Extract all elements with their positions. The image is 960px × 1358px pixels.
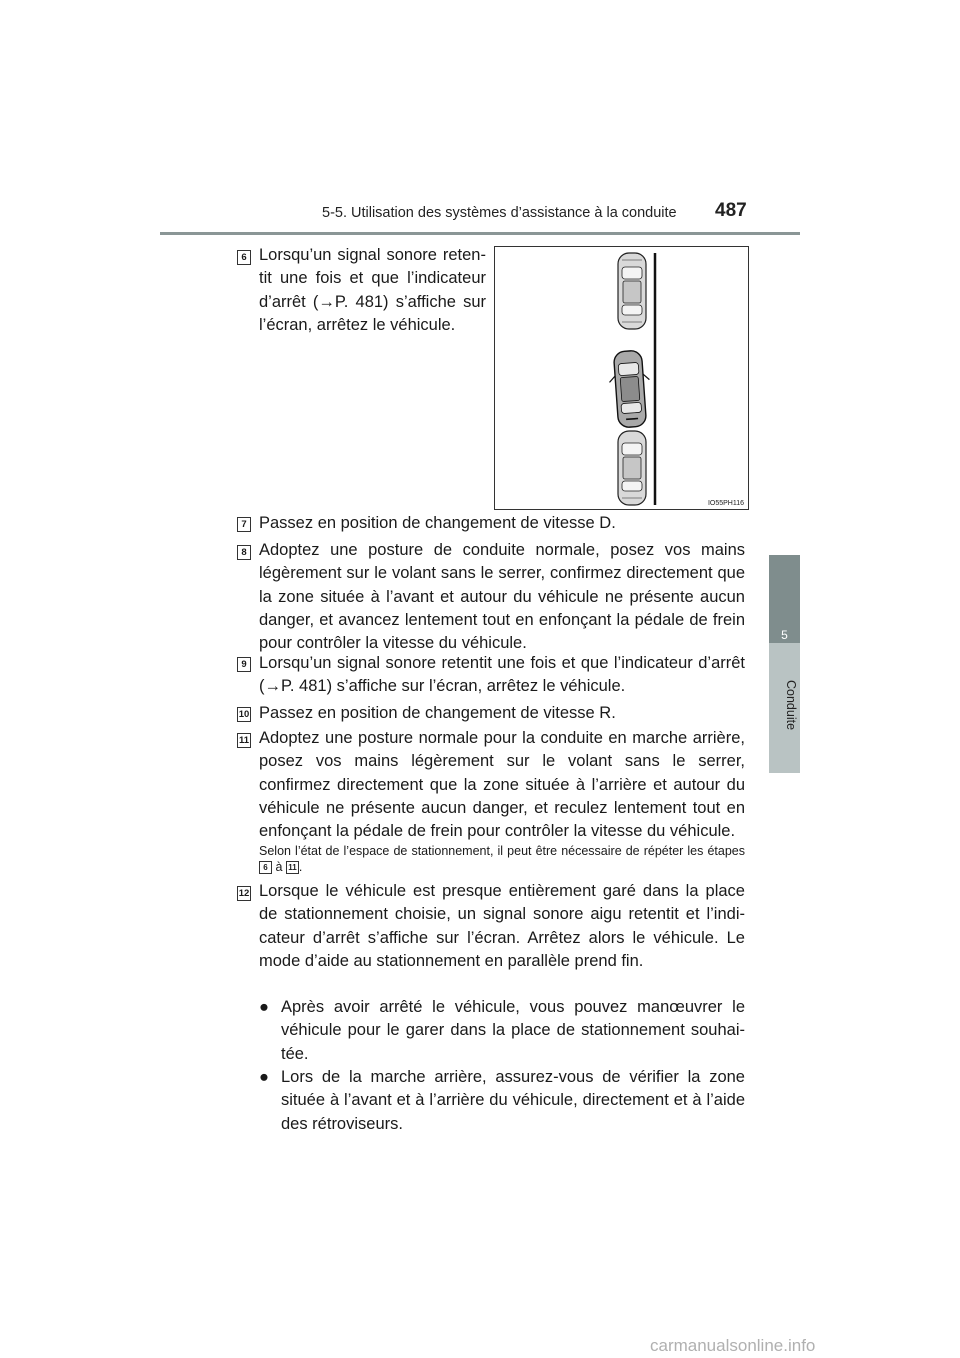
- step-text-10: Passez en position de changement de vitesse R.: [259, 704, 616, 722]
- parking-illustration: [494, 246, 749, 510]
- step-text-11: Adoptez une posture normale pour la conduite en marche arrière, posez vos mains légèrement sur le volant sans le serrer, confirmez directement que la zone située à l’arrière et autour du véhicule ne présente aucun danger, et reculez lentement tout en enfonçant la pédale de frein pour contrôler la vitesse du véhicule.: [259, 729, 745, 841]
- image-code: IO55PH116: [707, 500, 744, 507]
- parking-diagram: [495, 247, 748, 509]
- step-badge-12: 12: [238, 888, 250, 899]
- step-text-12: Lorsque le véhicule est presque entièrement garé dans la place de stationnement choisie, un signal sonore aigu retentit et l’indicateur d’arrêt s’affiche sur l’écran. Arrêtez alors le véhicule. Le mode d’aide au stationnement en parallèle prend fin.: [259, 882, 745, 970]
- step-badge-8: 8: [237, 545, 251, 560]
- own-car: [607, 350, 652, 429]
- section-title: 5-5. Utilisation des systèmes d’assistance à la conduite: [322, 205, 677, 221]
- parked-car-rear: [618, 431, 646, 505]
- page-number: 487: [715, 200, 747, 221]
- bullet-icon: ●: [259, 998, 269, 1016]
- note-text-end: .: [298, 860, 303, 874]
- bullet-icon: ●: [259, 1068, 269, 1086]
- step-text-9: Lorsqu’un signal sonore retentit une fois et que l’indicateur d’arrêt (→P. 481) s’affiche sur l’écran, arrêtez le véhicule.: [259, 654, 745, 696]
- note-text-middle: à: [275, 860, 283, 874]
- step-text-6: Lorsqu’un signal sonore retentit une fois et que l’indicateur d’arrêt (→P. 481) s’affiche sur l’écran, arrêtez le véhicule.: [259, 246, 486, 334]
- step-badge-11: 11: [238, 735, 250, 746]
- step-text-7: Passez en position de changement de vitesse D.: [259, 514, 616, 532]
- chapter-label: Conduite: [784, 680, 798, 731]
- header-rule: [160, 232, 800, 235]
- note-ref-step-6: 6: [259, 861, 272, 874]
- watermark: carmanualsonline.info: [650, 1336, 816, 1355]
- note-text: Selon l’état de l’espace de stationnement, il peut être nécessaire de répéter les étapes: [259, 844, 745, 858]
- chapter-number: 5: [781, 628, 788, 642]
- bullet-text-1: Après avoir arrêté le véhicule, vous pouvez manœuvrer le véhicule pour le garer dans la place de stationnement souhaitée.: [281, 998, 745, 1063]
- step-badge-9: 9: [237, 657, 251, 672]
- note-ref-step-11: 11: [286, 861, 299, 874]
- step-badge-7: 7: [237, 517, 251, 532]
- bullet-text-2: Lors de la marche arrière, assurez-vous de vérifier la zone située à l’avant et à l’arrière du véhicule, directement et à l’aide des rétroviseurs.: [281, 1068, 745, 1133]
- parked-car-front: [618, 253, 646, 329]
- step-text-8: Adoptez une posture de conduite normale, posez vos mains légèrement sur le volant sans le serrer, confirmez directement que la zone située à l’avant et autour du véhicule ne présente aucun danger, et avancez lentement tout en enfonçant la pédale de frein pour contrôler la vitesse du véhicule.: [259, 541, 745, 653]
- note: [259, 843, 745, 875]
- step-badge-10: 10: [238, 709, 250, 720]
- step-badge-6: 6: [237, 250, 251, 265]
